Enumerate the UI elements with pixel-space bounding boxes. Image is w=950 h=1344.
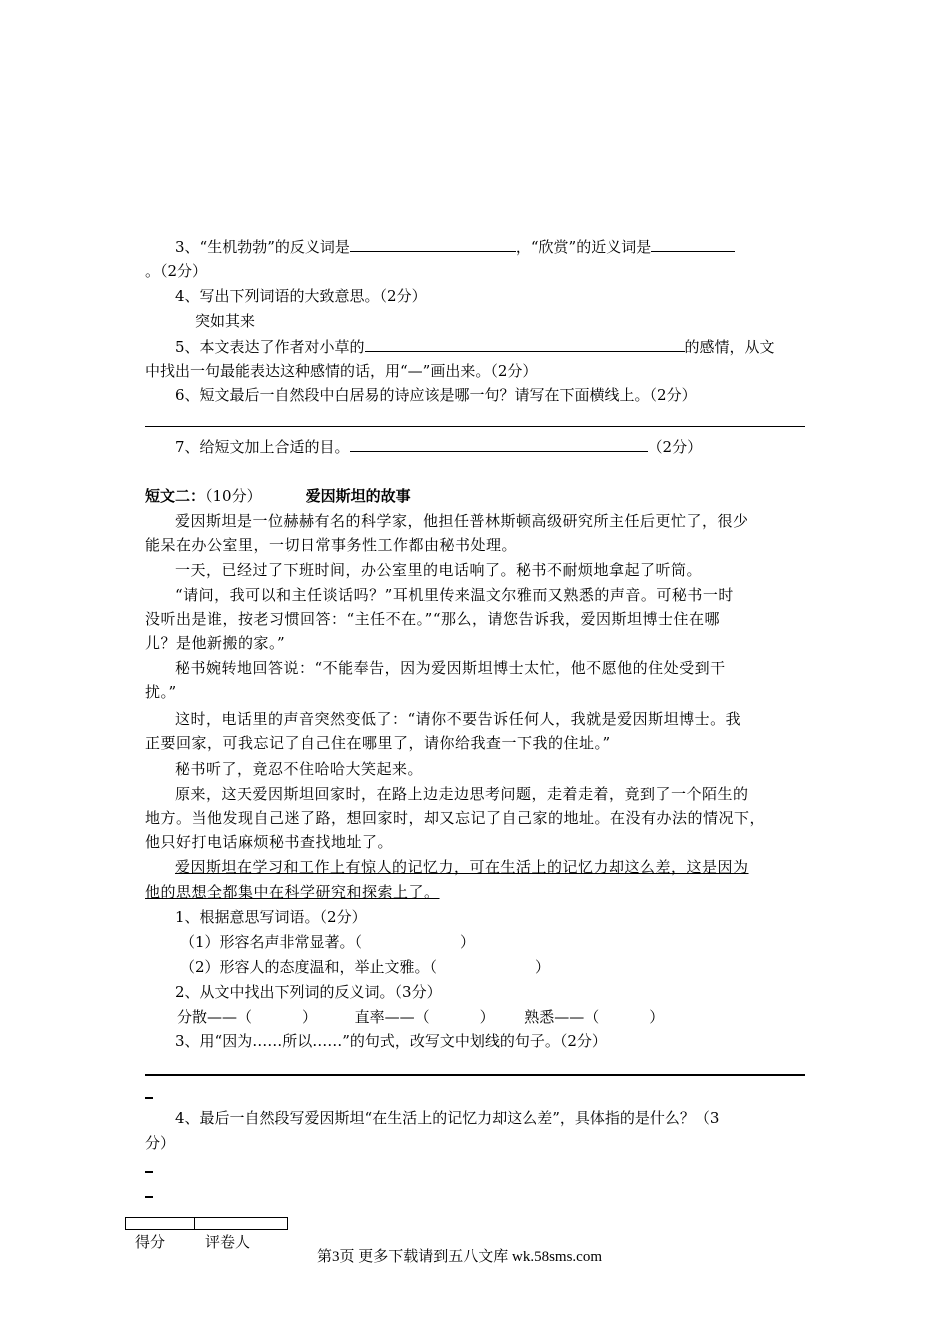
s2-q1-item1: （1）形容名声非常显著。（ ） bbox=[180, 933, 476, 951]
story-title: 爱因斯坦的故事 bbox=[305, 487, 411, 505]
story-line: 他只好打电话麻烦秘书查找地址了。 bbox=[145, 833, 394, 851]
s2-q2-items: 分散——（ ） 直率——（ ） 熟悉——（ ） bbox=[177, 1008, 665, 1026]
story-line: 扰。” bbox=[145, 683, 177, 701]
underlined-sentence: 他的思想全都集中在科学研究和探索上了。 bbox=[145, 883, 440, 901]
q7-line: 7、给短文加上合适的目。 （2分） bbox=[175, 438, 703, 456]
story-line: 儿？是他新搬的家。” bbox=[145, 634, 286, 652]
grader-label: 评卷人 bbox=[205, 1233, 251, 1251]
answer-dash bbox=[145, 1097, 153, 1099]
q5-blank[interactable] bbox=[365, 336, 685, 352]
story-line: 一天，已经过了下班时间，办公室里的电话响了。秘书不耐烦地拿起了听筒。 bbox=[175, 561, 703, 579]
story-line: 能呆在办公室里，一切日常事务性工作都由秘书处理。 bbox=[145, 536, 518, 554]
q3-synonym-blank[interactable] bbox=[651, 236, 735, 252]
q3-line: 3、“生机勃勃”的反义词是 ，“欣赏”的近义词是 bbox=[175, 236, 735, 258]
q5-instruction: 中找出一句最能表达这种感情的话，用“—”画出来。（2分） bbox=[145, 362, 538, 380]
q3-antonym-blank[interactable] bbox=[350, 236, 516, 252]
answer-dash bbox=[145, 1171, 153, 1173]
story-line: 没听出是谁，按老习惯回答：“主任不在。”“那么，请您告诉我，爱因斯坦博士住在哪 bbox=[145, 610, 721, 628]
story-line: 正要回家，可我忘记了自己住在哪里了，请你给我查一下我的住址。” bbox=[145, 734, 611, 752]
score-table bbox=[125, 1217, 288, 1230]
story-line: 原来，这天爱因斯坦回家时，在路上边走边思考问题，走着走着，竟到了一个陌生的 bbox=[175, 785, 749, 803]
s2-q3-answer-line[interactable] bbox=[145, 1074, 805, 1076]
q3-score: 。（2分） bbox=[145, 262, 208, 280]
q6-prompt: 6、短文最后一自然段中白居易的诗应该是哪一句？请写在下面横线上。（2分） bbox=[175, 386, 697, 404]
s2-q4-prompt-cont: 分） bbox=[145, 1134, 176, 1152]
page-footer: 第3页 更多下载请到五八文库 wk.58sms.com bbox=[317, 1249, 603, 1265]
s2-q3-prompt: 3、用“因为……所以……”的句式，改写文中划线的句子。（2分） bbox=[175, 1032, 607, 1050]
q4-word: 突如其来 bbox=[195, 312, 256, 330]
story-line: “请问，我可以和主任谈话吗？”耳机里传来温文尔雅而又熟悉的声音。可秘书一时 bbox=[175, 586, 734, 604]
story-line: 地方。当他发现自己迷了路，想回家时，却又忘记了自己家的地址。在没有办法的情况下， bbox=[145, 809, 766, 827]
story-line: 秘书婉转地回答说：“不能奉告，因为爱因斯坦博士太忙，他不愿他的住处受到干 bbox=[175, 659, 726, 677]
section2-header bbox=[145, 485, 411, 507]
s2-q1-prompt: 1、根据意思写词语。（2分） bbox=[175, 908, 367, 926]
underlined-sentence: 爱因斯坦在学习和工作上有惊人的记忆力，可在生活上的记忆力却这么差，这是因为 bbox=[175, 858, 749, 876]
story-line: 这时，电话里的声音突然变低了：“请你不要告诉任何人，我就是爱因斯坦博士。我 bbox=[175, 710, 742, 728]
story-line: 秘书听了，竟忍不住哈哈大笑起来。 bbox=[175, 760, 424, 778]
q5-line: 5、本文表达了作者对小草的 的感情，从文 bbox=[175, 338, 775, 356]
s2-q2-prompt: 2、从文中找出下列词的反义词。（3分） bbox=[175, 983, 442, 1001]
q7-title-blank[interactable] bbox=[350, 436, 648, 452]
section2-score: （10分） bbox=[205, 487, 262, 505]
q4-prompt: 4、写出下列词语的大致意思。（2分） bbox=[175, 287, 427, 305]
q6-answer-line[interactable] bbox=[145, 426, 805, 427]
section2-heading: 短文二： bbox=[145, 487, 206, 505]
s2-q1-item2: （2）形容人的态度温和，举止文雅。（ ） bbox=[180, 958, 551, 976]
s2-q4-prompt: 4、最后一自然段写爱因斯坦“在生活上的记忆力却这么差”，具体指的是什么？（3 bbox=[175, 1109, 720, 1127]
answer-dash bbox=[145, 1196, 153, 1198]
score-label: 得分 bbox=[135, 1233, 166, 1251]
story-line: 爱因斯坦是一位赫赫有名的科学家，他担任普林斯顿高级研究所主任后更忙了，很少 bbox=[175, 512, 749, 530]
